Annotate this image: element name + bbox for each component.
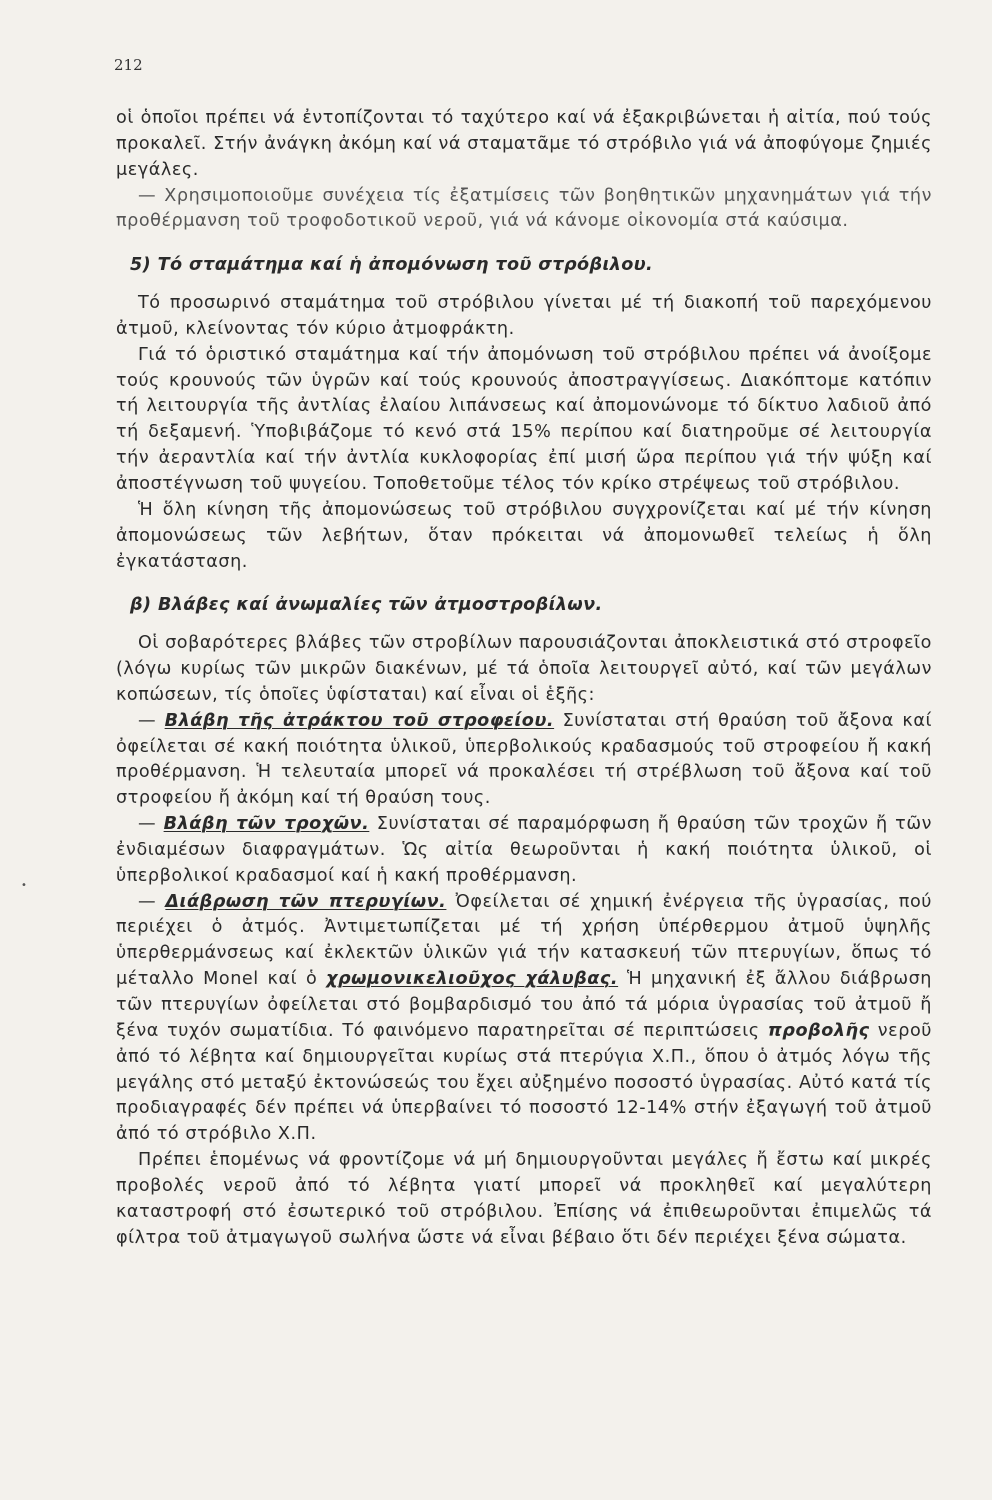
fault-item-blades (116, 890, 932, 1148)
dash: — (138, 710, 165, 731)
paragraph-prevention: Πρέπει ἑπομένως νά φροντίζομε νά μή δημιουργοῦνται μεγάλες ἤ ἔστω καί μικρές προβολές νεροῦ ἀπό τό λέβητα γιατί μπορεῖ νά προκληθεῖ καί μεγαλύτερη καταστροφή στό ἐσωτερικό τοῦ στρόβιλου. Ἐπίσης νά ἐπιθεωροῦνται ἐπιμελῶς τά φίλτρα τοῦ ἀτμαγωγοῦ σωλήνα ὥστε νά εἶναι βέβαιο ὅτι δέν περιέχει ξένα σώματα. (116, 1150, 932, 1248)
fault-title: Βλάβη τῆς ἀτράκτου τοῦ στροφείου. (164, 710, 555, 731)
list-item-exhaust (116, 184, 932, 236)
dash: — (138, 891, 166, 912)
fault-title: Βλάβη τῶν τροχῶν. (163, 814, 370, 835)
fault-title: Διάβρωση τῶν πτερυγίων. (165, 891, 447, 912)
fault-keyword: προβολῆς (767, 1020, 870, 1041)
fault-item-wheels (116, 812, 932, 890)
margin-mark: • (21, 880, 27, 891)
fault-text: Ὀφείλεται σέ χημική ἐνέργεια τῆς ὑγρασίας, πού περιέχει ὁ ἀτμός. Ἀντιμετωπίζεται μέ τή χρήση ὑπέρθερμου ἀτμοῦ ὑψηλῆς ὑπερθερμάνσεως καί ἐκλεκτῶν ὑλικῶν γιά τήν κατασκευή τῶν πτερυγίων, ὅπως τό μέταλλο Monel καί ὁ (116, 891, 932, 990)
page-number: 212 (114, 56, 143, 74)
fault-keyword: χρωμονικελιοῦχος χάλυβας. (326, 969, 619, 990)
list-item-text: Χρησιμοποιοῦμε συνέχεια τίς ἐξατμίσεις τῶν βοηθητικῶν μηχανημάτων γιά τήν προθέρμανση τοῦ τροφοδοτικοῦ νεροῦ, γιά νά κάνομε οἰκονομία στά καύσιμα. (116, 185, 932, 232)
paragraph-faults-intro: Οἱ σοβαρότερες βλάβες τῶν στροβίλων παρουσιάζονται ἀποκλειστικά στό στροφεῖο (λόγω κυρίως τῶν μικρῶν διακένων, μέ τά ὁποῖα λειτουργεῖ αὐτό, καί τῶν μεγάλων κοπώσεων, τίς ὁποῖες ὑφίσταται) καί εἶναι οἱ ἑξῆς: (116, 633, 932, 705)
dash: — (138, 185, 165, 206)
fault-text: Συνίσταται σέ παραμόρφωση ἤ θραύση τῶν τροχῶν ἤ τῶν ἐνδιαμέσων διαφραγμάτων. Ὡς αἰτία θεωροῦνται ἡ κακή ποιότητα ὑλικοῦ, οἱ ὑπερβολικοί κραδασμοί καί ἡ κακή προθέρμανση. (116, 814, 932, 886)
page-body (116, 106, 932, 1251)
section-heading-faults: β) Βλάβες καί ἀνωμαλίες τῶν ἀτμοστροβίλων. (130, 595, 603, 616)
fault-text: Ἡ μηχανική ἐξ ἄλλου διάβρωση τῶν πτερυγίων ὀφείλεται στό βομβαρδισμό του ἀπό τά μόρια ὑγρασίας τοῦ ἀτμοῦ ἤ ξένα τυχόν σωματίδια. Τό φαινόμενο παρατηρεῖται σέ περιπτώσεις (116, 969, 933, 1041)
paragraph-continuation: οἱ ὁποῖοι πρέπει νά ἐντοπίζονται τό ταχύτερο καί νά ἐξακριβώνεται ἡ αἰτία, πού τούς προκαλεῖ. Στήν ἀνάγκη ἀκόμη καί νά σταματᾶμε τό στρόβιλο γιά νά ἀποφύγομε ζημιές μεγάλες. (116, 108, 932, 180)
fault-text: Συνίσταται στή θραύση τοῦ ἄξονα καί ὀφείλεται σέ κακή ποιότητα ὑλικοῦ, ὑπερβολικούς κραδασμούς τοῦ στροφείου ἤ κακή προθέρμανση. Ἡ τελευταία μπορεῖ νά προκαλέσει τή στρέβλωση τοῦ ἄξονα καί τοῦ στροφείου ἤ ἀκόμη καί τή θραύση τους. (116, 710, 932, 809)
paragraph-isolation: Ἡ ὅλη κίνηση τῆς ἀπομονώσεως τοῦ στρόβιλου συγχρονίζεται καί μέ τήν κίνηση ἀπομονώσεως τῶν λεβήτων, ὅταν πρόκειται νά ἀπομονωθεῖ τελείως ἡ ὅλη ἐγκατάσταση. (116, 499, 932, 572)
section-heading-stopping: 5) Τό σταμάτημα καί ἡ ἀπομόνωση τοῦ στρόβιλου. (130, 255, 654, 276)
dash: — (138, 814, 164, 835)
paragraph-final-stop: Γιά τό ὁριστικό σταμάτημα καί τήν ἀπομόνωση τοῦ στρόβιλου πρέπει νά ἀνοίξομε τούς κρουνούς τῶν ὑγρῶν καί τούς κρουνούς ἀποστραγγίσεως. Διακόπτομε κατόπιν τή λειτουργία τῆς ἀντλίας ἐλαίου λιπάνσεως καί ἀπομονώνομε τό δίκτυο λαδιοῦ ἀπό τή δεξαμενή. Ὑποβιβάζομε τό κενό στά 15% περίπου καί διατηροῦμε σέ λειτουργία τήν ἀεραντλία καί τήν ἀντλία κυκλοφορίας ἐπί μισή ὥρα περίπου γιά τήν ψύξη καί ἀποστέγνωση τοῦ ψυγείου. Τοποθετοῦμε τέλος τόν κρίκο στρέψεως τοῦ στρόβιλου. (116, 344, 932, 494)
paragraph-temporary-stop: Τό προσωρινό σταμάτημα τοῦ στρόβιλου γίνεται μέ τή διακοπή τοῦ παρεχόμενου ἀτμοῦ, κλείνοντας τόν κύριο ἀτμοφράκτη. (116, 293, 932, 339)
fault-text: νεροῦ ἀπό τό λέβητα καί δημιουργεῖται κυρίως στά πτερύγια Χ.Π., ὅπου ὁ ἀτμός λόγω τῆς μεγάλης στό μεταξύ ἐκτονώσεώς του ἔχει αὐξημένο ποσοστό ὑγρασίας. Αὐτό κατά τίς προδιαγραφές δέν πρέπει νά ὑπερβαίνει τό ποσοστό 12-14% στήν ἐξαγωγή τοῦ ἀτμοῦ ἀπό τό στρόβιλο Χ.Π. (116, 1020, 933, 1145)
fault-item-shaft (116, 709, 932, 812)
